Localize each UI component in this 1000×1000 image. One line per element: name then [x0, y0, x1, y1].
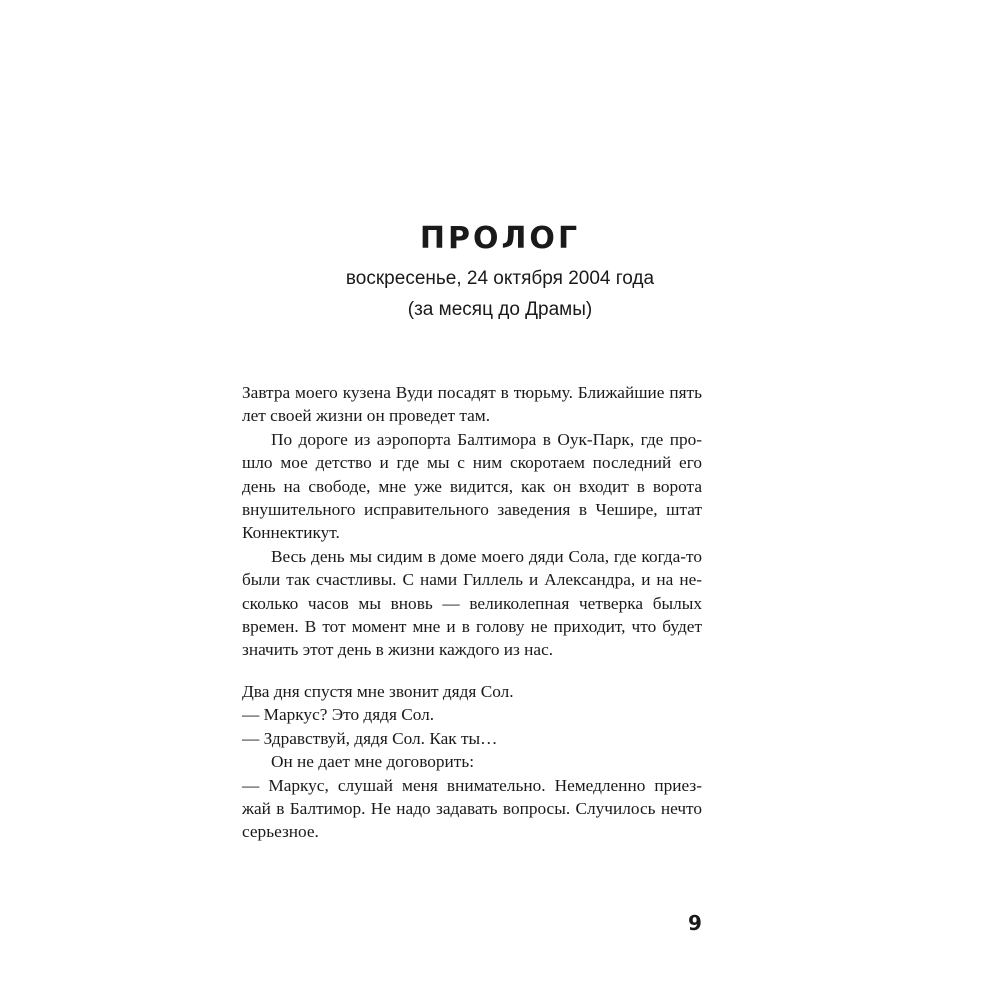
text-line: времен. В тот момент мне и в голову не приходит, что будет: [242, 616, 702, 636]
chapter-note: (за месяц до Драмы): [407, 299, 593, 320]
text-line: Весь день мы сидим в доме моего дяди Сола, где когда-то: [271, 546, 702, 566]
text-line: день на свободе, мне уже видится, как он входит в ворота: [242, 476, 702, 496]
text-line: Коннектикут.: [242, 523, 340, 543]
text-line: Завтра моего кузена Вуди посадят в тюрьму. Ближайшие пять: [242, 383, 702, 402]
dialogue-line: — Здравствуй, дядя Сол. Как ты…: [242, 728, 498, 748]
text-line: серьезное.: [242, 822, 319, 842]
chapter-date: воскресенье, 24 октября 2004 года: [345, 268, 655, 289]
dialogue-line: — Маркус? Это дядя Сол.: [242, 705, 435, 725]
text-line: внушительного исправительного заведения в Чешире, штат: [242, 499, 702, 519]
dialogue-line: — Маркус, слушай меня внимательно. Немедленно приез-: [242, 775, 702, 795]
text-line: лет своей жизни он проведет там.: [242, 406, 491, 426]
text-line: были так счастливы. С нами Гиллель и Александра, и на не-: [242, 570, 702, 590]
text-line: значить этот день в жизни каждого из нас.: [242, 640, 554, 660]
text-line: Два дня спустя мне звонит дядя Сол.: [242, 682, 514, 701]
text-line: жай в Балтимор. Не надо задавать вопросы. Случилось нечто: [242, 798, 702, 818]
text-line: шло мое детство и где мы с ним скоротаем последний его: [242, 453, 702, 473]
text-line: Он не дает мне договорить:: [271, 752, 475, 772]
text-line: По дороге из аэропорта Балтимора в Оук-Парк, где про-: [271, 429, 702, 449]
paragraph-block-1: [242, 381, 702, 662]
page-number: 9: [688, 911, 702, 935]
paragraph-block-2: [242, 680, 702, 844]
text-line: сколько часов мы вновь — великолепная четверка былых: [242, 593, 702, 613]
chapter-title: ПРОЛОГ: [419, 221, 581, 256]
